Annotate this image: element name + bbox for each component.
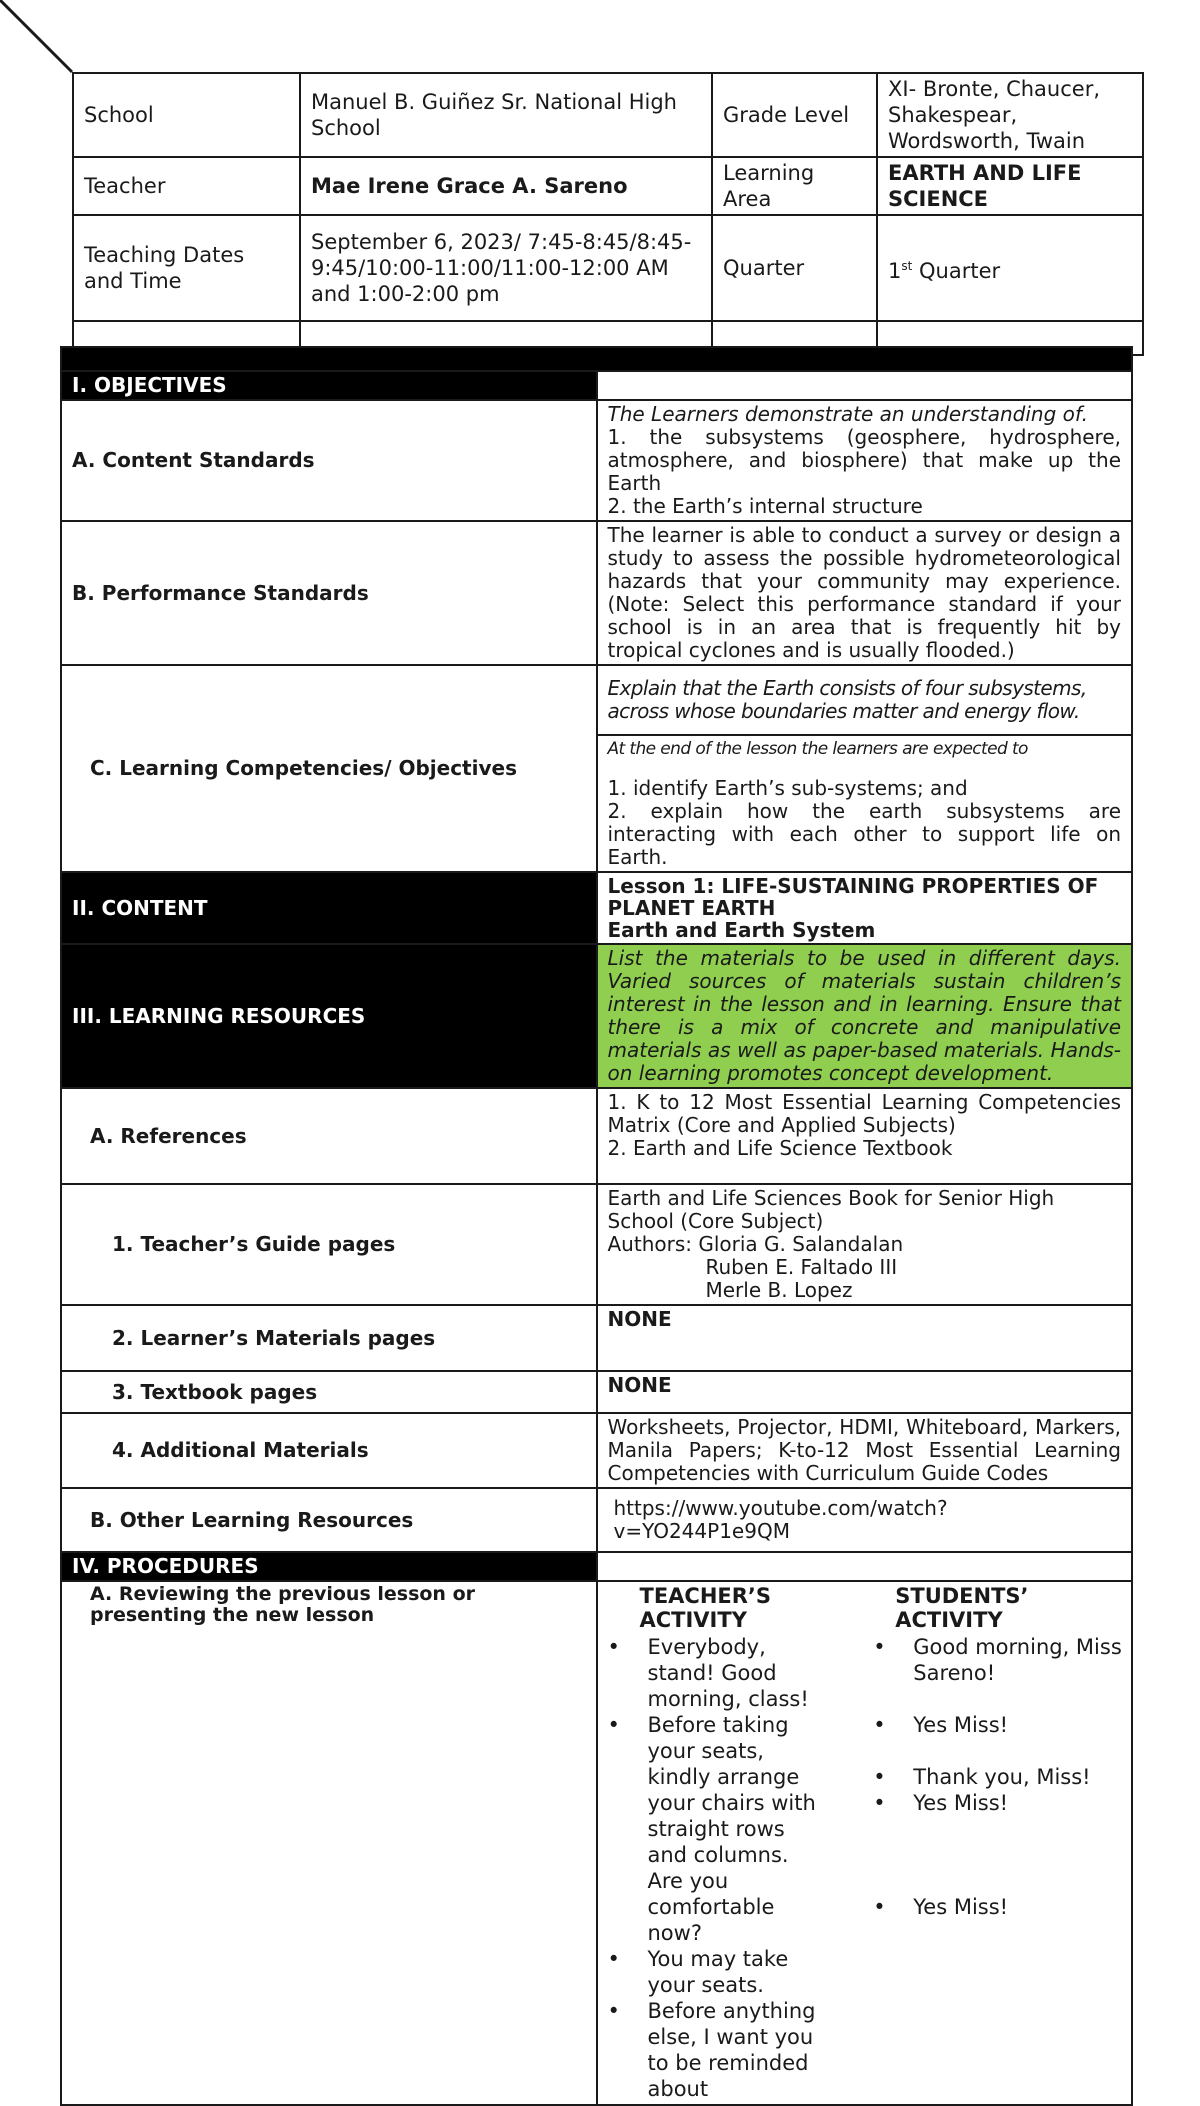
teachers-guide-authors: Authors: Gloria G. Salandalan [607, 1232, 904, 1256]
reference-item: 2. Earth and Life Science Textbook [607, 1136, 953, 1160]
teaching-dates-label: Teaching Dates and Time [73, 215, 300, 321]
procedures-row [61, 1552, 1132, 1581]
top-dark-bar [61, 347, 1132, 371]
content-standards-label: A. Content Standards [61, 400, 597, 521]
teacher-activity-column [598, 1584, 876, 2102]
quarter-number: 1 [888, 258, 902, 283]
procedures-heading: IV. PROCEDURES [61, 1552, 597, 1581]
school-label: School [73, 73, 300, 157]
student-activity-item: • Yes Miss! [863, 1790, 1131, 1816]
other-resources-label: B. Other Learning Resources [61, 1488, 597, 1552]
teachers-guide-cell [597, 1184, 1133, 1305]
objectives-intro: At the end of the lesson the learners are expected to [607, 739, 1028, 759]
lesson-subtitle: Earth and Earth System [607, 918, 876, 942]
teacher-value: Mae Irene Grace A. Sareno [300, 157, 712, 215]
student-activity-item: • Yes Miss! [863, 1712, 1131, 1738]
content-row [61, 872, 1132, 944]
teaching-dates-value: September 6, 2023/ 7:45-8:45/8:45-9:45/10:00-11:00/11:00-12:00 AM and 1:00-2:00 pm [300, 215, 712, 321]
header-row-school [73, 73, 1143, 157]
teachers-guide-label: 1. Teacher’s Guide pages [61, 1184, 597, 1305]
content-standards-intro: The Learners demonstrate an understanding of. [607, 402, 1088, 426]
teacher-activity-item: • Everybody, stand! Good morning, class! [598, 1634, 826, 1712]
references-cell [597, 1088, 1133, 1184]
quarter-suffix: st [901, 258, 913, 273]
content-heading: II. CONTENT [61, 872, 597, 944]
teacher-activity-item: • You may take your seats. [598, 1946, 826, 1998]
teachers-guide-book: Earth and Life Sciences Book for Senior High School (Core Subject) [607, 1186, 1055, 1233]
grade-level-value: XI- Bronte, Chaucer, Shakespear, Wordsworth, Twain [877, 73, 1143, 157]
additional-materials-row [61, 1413, 1132, 1488]
grade-level-label: Grade Level [712, 73, 877, 157]
quarter-word: Quarter [912, 258, 1001, 283]
learners-materials-label: 2. Learner’s Materials pages [61, 1305, 597, 1371]
teacher-activity-heading: TEACHER’S ACTIVITY [639, 1584, 772, 1632]
content-cell [597, 872, 1133, 944]
teachers-guide-author: Ruben E. Faltado III [705, 1255, 898, 1279]
performance-standards-row [61, 521, 1132, 665]
student-activity-list [863, 1634, 1131, 1920]
references-row [61, 1088, 1132, 1184]
learners-materials-value: NONE [597, 1305, 1133, 1371]
dark-divider [61, 347, 1132, 371]
content-standards-item: 2. the Earth’s internal structure [607, 494, 923, 518]
student-activity-heading: STUDENTS’ ACTIVITY [895, 1584, 1029, 1632]
learning-competencies-label: C. Learning Competencies/ Objectives [61, 665, 597, 872]
teacher-label: Teacher [73, 157, 300, 215]
lesson-title: Lesson 1: LIFE-SUSTAINING PROPERTIES OF PLANET EARTH [607, 874, 1099, 920]
reference-item: 1. K to 12 Most Essential Learning Competencies Matrix (Core and Applied Subjects) [607, 1090, 1121, 1137]
objectives-row [61, 371, 1132, 400]
objective-item: 1. identify Earth’s sub-systems; and [607, 776, 968, 800]
resources-row [61, 944, 1132, 1088]
learning-area-label: Learning Area [712, 157, 877, 215]
textbook-pages-label: 3. Textbook pages [61, 1371, 597, 1413]
objectives-blank [597, 371, 1133, 400]
performance-standards-text: The learner is able to conduct a survey or design a study to assess the possible hydrometeorological hazards that your community may experience. (Note: Select this performance standard if your school is in an area that is frequently hit by tropical cyclones and is usually flooded.) [597, 521, 1133, 665]
header-row-teacher [73, 157, 1143, 215]
content-standards-row [61, 400, 1132, 521]
other-resources-row [61, 1488, 1132, 1552]
corner-fold-line [0, 0, 1, 1]
activities-columns [598, 1584, 1132, 2102]
other-resources-link[interactable]: https://www.youtube.com/watch?v=YO244P1e9QM [597, 1488, 1133, 1552]
additional-materials-label: 4. Additional Materials [61, 1413, 597, 1488]
teacher-activity-item: • Before taking your seats, kindly arrange your chairs with straight rows and columns. Are you comfortable now? [598, 1712, 826, 1946]
objectives-heading: I. OBJECTIVES [61, 371, 597, 400]
quarter-label: Quarter [712, 215, 877, 321]
learners-materials-row [61, 1305, 1132, 1371]
header-table [72, 72, 1144, 356]
learning-resources-heading: III. LEARNING RESOURCES [61, 944, 597, 1088]
procedures-blank [597, 1552, 1133, 1581]
competency-row [61, 665, 1132, 735]
objectives-list-cell [597, 735, 1133, 872]
content-standards-cell [597, 400, 1133, 521]
performance-standards-label: B. Performance Standards [61, 521, 597, 665]
competency-text: Explain that the Earth consists of four subsystems, across whose boundaries matter and energy flow. [597, 665, 1133, 735]
student-activity-item: • Thank you, Miss! [863, 1764, 1131, 1790]
teacher-activity-list [598, 1634, 876, 2102]
reviewing-lesson-label: A. Reviewing the previous lesson or presenting the new lesson [61, 1581, 597, 2105]
activities-cell [597, 1581, 1133, 2105]
quarter-value [877, 215, 1143, 321]
school-value: Manuel B. Guiñez Sr. National High School [300, 73, 712, 157]
student-activity-item: • Yes Miss! [863, 1894, 1131, 1920]
teacher-activity-item: • Before anything else, I want you to be reminded about [598, 1998, 826, 2102]
student-activity-item: • Good morning, Miss Sareno! [863, 1634, 1131, 1686]
student-activity-column [875, 1584, 1131, 2102]
resources-note: List the materials to be used in different days. Varied sources of materials sustain children’s interest in the lesson and in learning. Ensure that there is a mix of concrete and manipulative materials as well as paper-based materials. Hands-on learning promotes concept development. [597, 944, 1133, 1088]
textbook-row [61, 1371, 1132, 1413]
content-standards-item: 1. the subsystems (geosphere, hydrosphere, atmosphere, and biosphere) that make up the Earth [607, 425, 1121, 495]
additional-materials-value: Worksheets, Projector, HDMI, Whiteboard, Markers, Manila Papers; K-to-12 Most Essential Learning Competencies with Curriculum Guide Codes [597, 1413, 1133, 1488]
textbook-pages-value: NONE [597, 1371, 1133, 1413]
teachers-guide-author: Merle B. Lopez [705, 1278, 853, 1302]
lesson-plan-table [60, 346, 1133, 2106]
teachers-guide-row [61, 1184, 1132, 1305]
header-row-dates [73, 215, 1143, 321]
objective-item: 2. explain how the earth subsystems are interacting with each other to support life on Earth. [607, 799, 1121, 869]
references-label: A. References [61, 1088, 597, 1184]
learning-area-value: EARTH AND LIFE SCIENCE [877, 157, 1143, 215]
reviewing-row [61, 1581, 1132, 2105]
